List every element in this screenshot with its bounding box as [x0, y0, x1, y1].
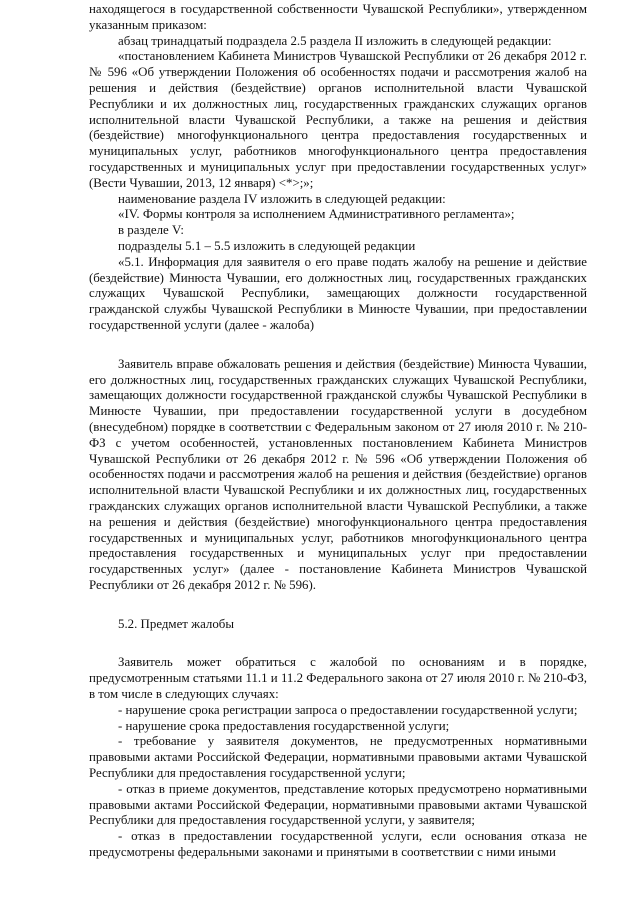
paragraph: в разделе V: [118, 223, 184, 238]
paragraph: «постановлением Кабинета Министров Чувашской Республики от 26 декабря 2012 г. № 596 «Об утверждении Положения об особенностях подачи и рассмотрения жалоб на решения и действия (бездействие) органов исполнительной власти Чувашской Республики и их должностных лиц, государственных гражданских служащих органов исполнительной власти Чувашской Республики, а также на решения и действия (бездействие) многофункционального центра предоставления государственных и муниципальных услуг, работников многофункционального центра предоставления государственных и муниципальных услуг при предоставлении государственных услуг» (Вести Чувашии, 2013, 12 января) <*>;»; [89, 49, 587, 190]
paragraph-gap [89, 594, 587, 617]
paragraph: Заявитель может обратиться с жалобой по основаниям и в порядке, предусмотренным статьями 11.1 и 11.2 Федерального закона от 27 июля 2010 г. № 210-ФЗ, в том числе в следующих случаях: [89, 655, 587, 702]
document-body [89, 2, 587, 861]
paragraph: «IV. Формы контроля за исполнением Административного регламента»; [118, 207, 515, 222]
paragraph: 5.2. Предмет жалобы [118, 616, 234, 631]
paragraph-gap [89, 632, 587, 655]
paragraph-gap [89, 334, 587, 357]
paragraph: абзац тринадцатый подраздела 2.5 раздела II изложить в следующей редакции: [118, 33, 552, 48]
paragraph: - требование у заявителя документов, не предусмотренных нормативными правовыми актами Российской Федерации, нормативными правовыми актами Чувашской Республики для предоставления государственной услуги; [89, 734, 587, 781]
paragraph: находящегося в государственной собственности Чувашской Республики», утвержденном указанным приказом: [89, 2, 587, 32]
paragraph: подразделы 5.1 – 5.5 изложить в следующей редакции [118, 238, 416, 253]
paragraph: Заявитель вправе обжаловать решения и действия (бездействие) Минюста Чувашии, его должностных лиц, государственных гражданских служащих Чувашской Республики, замещающих должности государственной гражданской службы Чувашской Республики в Минюсте Чувашии, при предоставлении государственной услуги в досудебном (внесудебном) порядке в соответствии с Федеральным законом от 27 июля 2010 г. № 210-ФЗ с учетом особенностей, установленных постановлением Кабинета Министров Чувашской Республики от 26 декабря 2012 г. № 596 «Об утверждении Положения об особенностях подачи и рассмотрения жалоб на решения и действия (бездействие) органов исполнительной власти Чувашской Республики и их должностных лиц, государственных гражданских служащих органов исполнительной власти Чувашской Республики, а также на решения и действия (бездействие) многофункционального центра предоставления государственных и муниципальных услуг, работников многофункционального центра предоставления государственных и муниципальных услуг при предоставлении государственных услуг» (далее - постановление Кабинета Министров Чувашской Республики от 26 декабря 2012 г. № 596). [89, 356, 587, 592]
paragraph: «5.1. Информация для заявителя о его праве подать жалобу на решение и действие (бездействие) Минюста Чувашии, его должностных лиц, государственных гражданских служащих Чувашской Республики, замещающих должности государственной гражданской службы Чувашской Республики в Минюсте Чувашии, при предоставлении государственной услуги (далее - жалоба) [89, 254, 587, 332]
paragraph: - нарушение срока регистрации запроса о предоставлении государственной услуги; [118, 702, 578, 717]
paragraph: - нарушение срока предоставления государственной услуги; [118, 718, 450, 733]
paragraph: - отказ в приеме документов, представление которых предусмотрено нормативными правовыми актами Российской Федерации, нормативными правовыми актами Чувашской Республики для предоставления государственной услуги, у заявителя; [89, 781, 587, 828]
paragraph: наименование раздела IV изложить в следующей редакции: [118, 191, 446, 206]
paragraph: - отказ в предоставлении государственной услуги, если основания отказа не предусмотрены федеральными законами и принятыми в соответствии с ними иными [89, 829, 587, 860]
